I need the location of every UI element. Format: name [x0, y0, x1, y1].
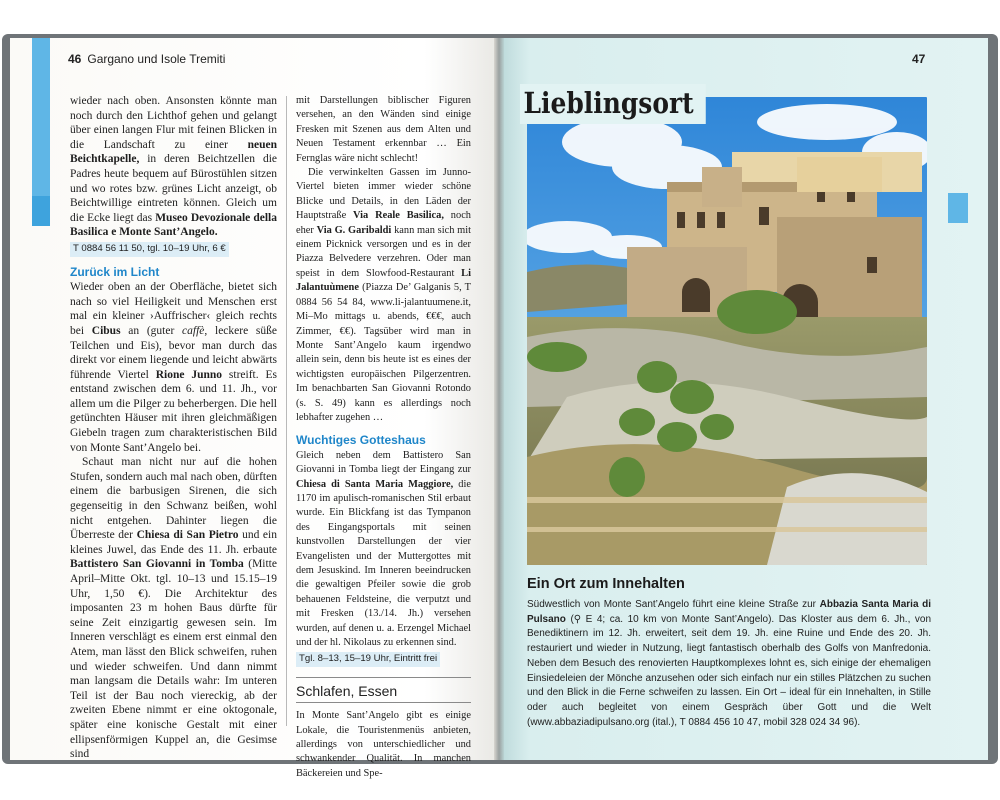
text-run: In Monte Sant’Angelo gibt es einige Lokale, die Touristenmenüs anbieten, allerdings von unterschiedlicher und schwankender Qualität. In manchen Bäckereien und Spe-	[296, 710, 471, 779]
thumb-tab-marker-left	[32, 196, 50, 226]
subheading: Zurück im Licht	[70, 264, 160, 279]
emphasis-text: Museo Devozionale della Basilica e Monte Sant’Angelo.	[70, 211, 277, 239]
text-run: E 4; ca. 10 km von Monte Sant’Angelo). Das Kloster aus dem 6. Jh., von Benediktinern im 12. Jh. erweitert, seit dem 19. Jh. eine Ruine und Ende des 20. Jh. restauriert und wieder in Nutzung, liegt fantastisch oberhalb des Golfs von Manfredonia. Neben dem Besuch des renovierten Hauptkomplexes lohnt es, sich einige der ehemaligen Einsiedeleien der Mönche anzusehen oder sich einfach nur ein stilles Plätzchen zu suchen und den Blick in die Ferne schweifen zu lassen. Ein Ort – ideal für ein Innehalten, in Stille oder auch begleitet von einem Gespräch über Gott und die Welt (www.abbaziadipulsano.org (ital.), T 0884 456 10 47, mobil 328 024 34 96).	[527, 613, 932, 728]
text-run: in deren Beichtzellen die Padres heute bequem auf Bürostühlen sitzen und wo rotes bzw. grünes Licht anzeigt, ob Beichtwillige eintreten können. Gleich um die Ecke liegt das	[70, 153, 277, 224]
text-run: die 1170 im apulisch-romanischen Stil erbaut wurde. Ein Blickfang ist das Tympanon des Eingangsportals mit seinen kunstvollen Darstellungen der vier Evangelisten und der Muttergottes mit dem Jesuskind. Im Inneren beeindrucken die gewaltigen Pfeiler sowie die grob behauenen Feldsteine, die verputzt und mit Fresken (13./14. Jh.) versehen wurden, auf denen u. a. Erzengel Michael und der hl. Nikolaus zu erkennen sind.	[296, 478, 471, 649]
paragraph	[296, 449, 471, 651]
emphasis-text: neuen Beichtkapelle,	[70, 138, 277, 166]
emphasis-text: Via G. Garibaldi	[316, 224, 392, 236]
monastery-photo	[527, 97, 927, 565]
column-divider	[286, 96, 287, 726]
map-pin-icon: ⚲	[573, 613, 582, 625]
emphasis-text: Abbazia Santa Maria di Pulsano	[527, 599, 932, 625]
feature-title: Lieblingsort	[520, 84, 706, 124]
thumb-tab-marker-right	[948, 193, 968, 223]
caption-text	[527, 598, 931, 730]
text-run: caffè	[182, 324, 205, 337]
text-run: Südwestlich von Monte Sant’Angelo führt eine kleine Straße zur	[527, 599, 820, 610]
text-run: (Mitte April–Mitte Okt. tgl. 10–13 und 15.15–19 Uhr, 1,50 €). Die Architektur des imposanten 23 m hohen Baus dürfte für seine Zeit einzigartig gewesen sein. Im Inneren verschlägt es einem erst einmal den Atem, man lässt den Blick schweifen, ruhen und wieder schweifen. Und dann nimmt man langsam die Details wahr: Im unteren Teil ist der Bau noch viereckig, ab der zweiten Ebene nimmt er eine oktogonale, später eine konische Gestalt mit einer ellipsenförmigen Kuppel an, die Gesimse sind	[70, 558, 277, 761]
text-run: Die verwinkelten Gassen im Junno-Viertel bieten immer wieder schöne Blicke und Details, in den Läden der Hauptstraße	[296, 167, 471, 222]
info-line: Tgl. 8–13, 15–19 Uhr, Eintritt frei	[296, 652, 440, 666]
emphasis-text: Chiesa di Santa Maria Maggiore,	[296, 478, 454, 490]
section-rule	[296, 677, 471, 678]
text-run: wieder nach oben. Ansonsten könnte man noch durch den Lichthof gehen und gelangt über einen langen Flur mit feinen Blicken in die Landschaft zu einer	[70, 95, 277, 151]
text-run: Gleich neben dem Battistero San Giovanni in Tomba liegt der Eingang zur	[296, 449, 471, 476]
text-run: Schaut man nicht nur auf die hohen Stufen, sondern auch mal nach oben, dürften einem die barbusigen Sirenen, die sich gegenseitig in den Schwanz beißen, wohl nicht entgehen. Dahinter liegen die Überreste der	[70, 456, 277, 542]
emphasis-text: Cibus	[91, 324, 121, 337]
text-run: kann man sich mit einem Picknick versorgen und es in der Piazza Belvedere verzehren. Oder man speist in dem Slowfood-Restaurant	[296, 224, 471, 279]
info-line: T 0884 56 11 50, tgl. 10–19 Uhr, 6 €	[70, 242, 229, 257]
text-run: streift. Es entstand zwischen dem 6. und 11. Jh., vor allem um die Pilger zu beherbergen. Die hell getünchten Häuser mit ihren gleichmäßigen Giebeln tragen zum charakteristischen Bild von Monte Sant’Angelo bei.	[70, 368, 277, 454]
right-page-number: 47	[912, 52, 926, 66]
left-running-head	[68, 52, 225, 66]
emphasis-text: Li Jalantuùmene	[296, 267, 471, 294]
text-run: noch eher	[296, 210, 471, 236]
book-spine	[494, 38, 504, 760]
text-run: Wieder oben an der Oberfläche, bietet sich nach so viel Heiligkeit und Menschen erst mal ein kleiner ›Auffrischer‹ gleich rechts bei	[70, 281, 277, 337]
emphasis-text: Chiesa di San Pietro	[136, 529, 239, 542]
text-run: und ein kleines Juwel, das Ende des 11. Jh. erbaute	[70, 529, 277, 556]
paragraph	[70, 280, 277, 455]
paragraph	[296, 166, 471, 425]
paragraph	[70, 94, 277, 240]
paragraph	[70, 455, 277, 761]
running-title: Gargano und Isole Tremiti	[87, 52, 226, 66]
section-title: Schlafen, Essen	[296, 682, 398, 699]
text-run: (	[565, 613, 574, 625]
text-column-2	[296, 94, 471, 781]
emphasis-text: Via Reale Basilica,	[353, 210, 444, 222]
section-rule	[296, 702, 471, 703]
caption-title: Ein Ort zum Innehalten	[527, 576, 685, 592]
emphasis-text: Battistero San Giovanni in Tomba	[70, 558, 244, 571]
left-page-number: 46	[68, 52, 82, 66]
paragraph	[296, 709, 471, 781]
text-run: (Piazza De’ Galganis 5, T 0884 56 54 84, www.li-jalantuumene.it, Mi–Mo mittags u. abends, €€€, auch Zimmer, €€). Tagsüber wird man in Monte Sant’Angelo kaum irgendwo allein sein, denn bis heute ist es eines der wichtigsten europäischen Pilgerzentren. Im benachbarten San Giovanni Rotondo (s. S. 49) kann es allerdings noch lebhafter zugehen …	[296, 282, 471, 423]
text-run: an (guter	[120, 324, 183, 337]
text-run: , leckere süße Teilchen und Eis), bevor man durch das direkt vor einem liegende und leicht abwärts führende Viertel	[70, 324, 277, 381]
text-run: mit Darstellungen biblischer Figuren versehen, an den Wänden sind einige Fresken mit Szenen aus dem Alten und Neuen Testament erkennbar … Ein Fernglas wäre nicht schlecht!	[296, 95, 471, 164]
emphasis-text: Rione Junno	[155, 368, 223, 381]
text-column-1	[70, 94, 277, 762]
subheading: Wuchtiges Gotteshaus	[296, 433, 426, 448]
paragraph	[296, 94, 471, 166]
